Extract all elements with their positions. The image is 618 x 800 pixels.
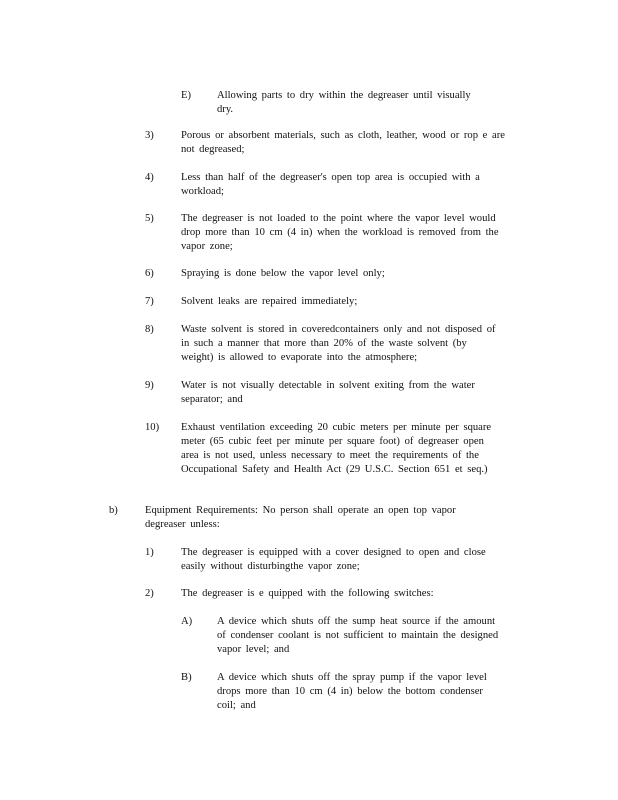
item-label: B) [181, 672, 192, 683]
item-label: 10) [145, 422, 160, 433]
section-text: Equipment Requirements: No person shall operate an open top vapor degreaser unless: [145, 505, 456, 530]
item-text: Spraying is done below the vapor level only; [181, 268, 385, 279]
item-text: A device which shuts off the sump heat source if the amount of condenser coolant is not sufficient to maintain the designed vapor level; and [217, 616, 499, 655]
item-text: Solvent leaks are repaired immediately; [181, 296, 358, 307]
item-label: 2) [145, 588, 154, 599]
item-label: 9) [145, 380, 154, 391]
item-label: 8) [145, 324, 154, 335]
item-label: 5) [145, 213, 154, 224]
item-text: The degreaser is equipped with a cover designed to open and close easily without disturbingthe vapor zone; [181, 547, 486, 572]
item-text: A device which shuts off the spray pump if the vapor level drops more than 10 cm (4 in) below the bottom condenser coil; and [217, 672, 487, 711]
item-text: The degreaser is e quipped with the following switches: [181, 588, 434, 599]
item-text: Porous or absorbent materials, such as cloth, leather, wood or rop e are not degreased; [181, 130, 505, 155]
item-text: Allowing parts to dry within the degreaser until visually dry. [217, 90, 471, 115]
item-label: 4) [145, 172, 154, 183]
item-text: Exhaust ventilation exceeding 20 cubic meters per minute per square meter (65 cubic feet per minute per square foot) of degreaser open area is not used, unless necessary to meet the requirements of the Occupational Safety and Health Act (29 U.S.C. Section 651 et seq.) [181, 422, 492, 475]
item-text: Waste solvent is stored in coveredcontainers only and not disposed of in such a manner that more than 20% of the waste solvent (by weight) is allowed to evaporate into the atmosphere; [181, 324, 496, 363]
item-label: 3) [145, 130, 154, 141]
item-label: E) [181, 90, 191, 101]
item-label: 6) [145, 268, 154, 279]
item-text: Less than half of the degreaser's open top area is occupied with a workload; [181, 172, 480, 197]
item-label: 7) [145, 296, 154, 307]
item-label: 1) [145, 547, 154, 558]
item-label: A) [181, 616, 193, 627]
item-text: Water is not visually detectable in solvent exiting from the water separator; and [181, 380, 475, 405]
item-text: The degreaser is not loaded to the point where the vapor level would drop more than 10 cm (4 in) when the workload is removed from the vapor zone; [181, 213, 499, 252]
section-label: b) [109, 505, 118, 516]
